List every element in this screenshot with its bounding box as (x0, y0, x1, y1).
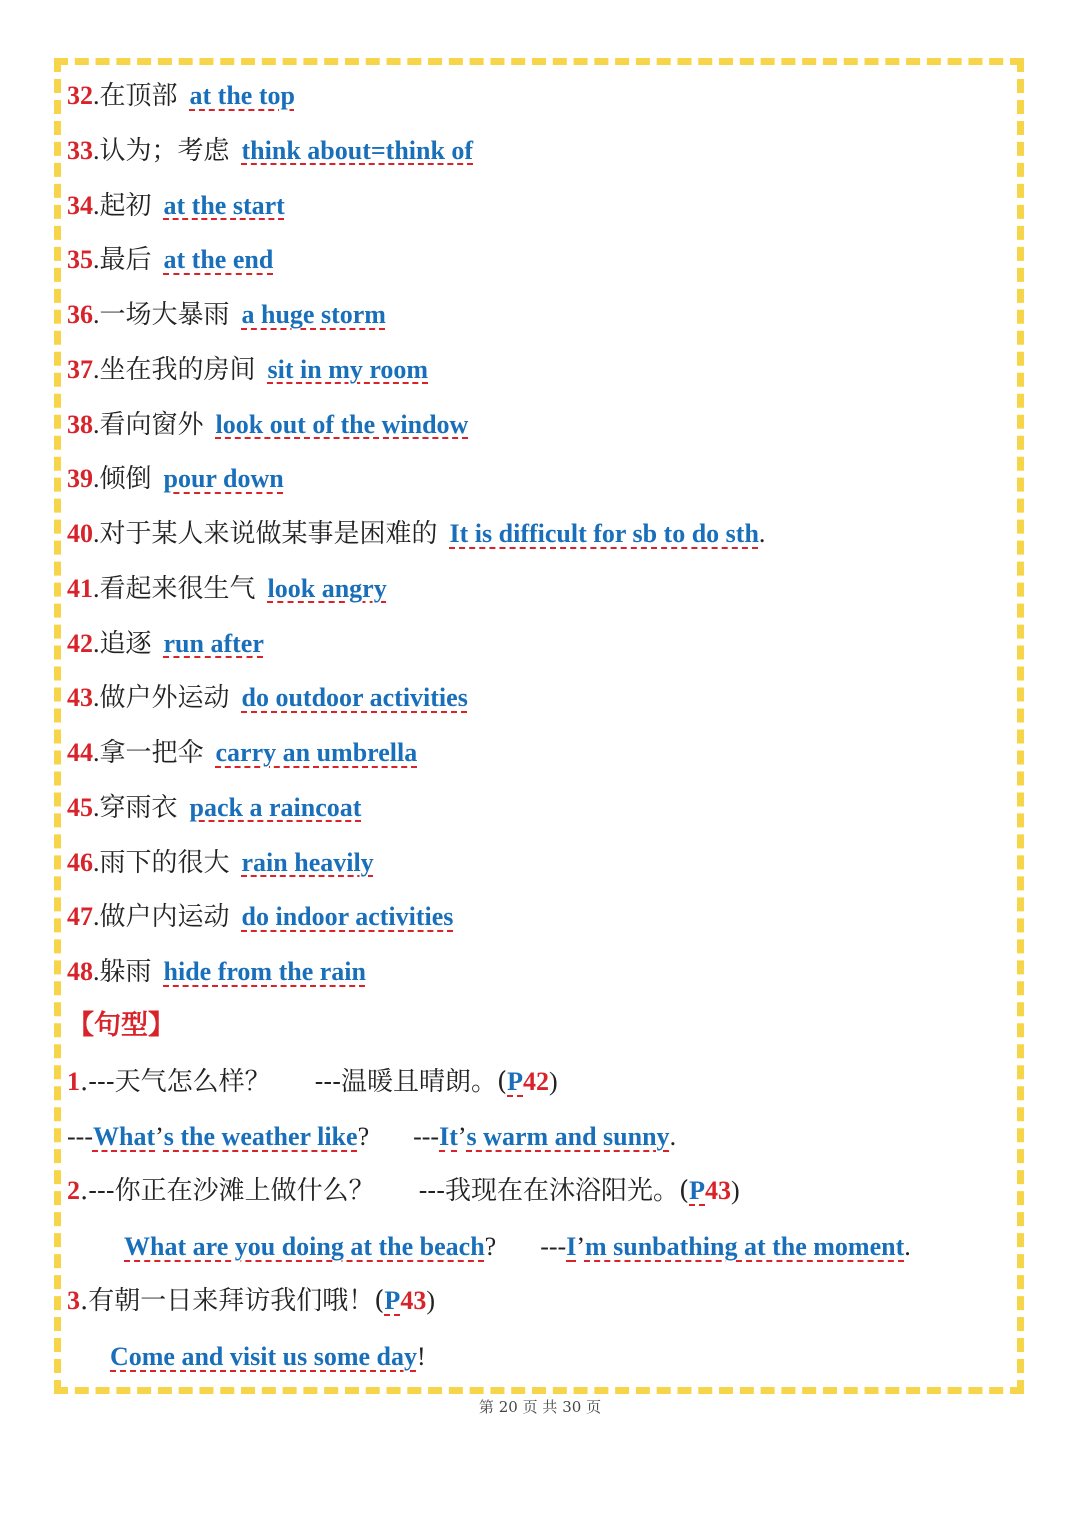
phrase-english: think about=think of (241, 135, 474, 165)
phrase-number: 42 (67, 628, 93, 658)
phrase-number: 33 (67, 135, 93, 165)
phrase-item: 45.穿雨衣 pack a raincoat (67, 792, 362, 823)
page-ref-p: P (507, 1067, 524, 1096)
phrase-english: pack a raincoat (189, 792, 362, 822)
phrase-chinese: 最后 (99, 245, 152, 276)
phrase-number: 48 (67, 957, 93, 986)
phrase-english: hide from the rain (163, 957, 366, 986)
phrase-english: pour down (163, 464, 284, 494)
phrase-chinese: 坐在我的房间 (99, 354, 256, 385)
phrase-english: look angry (267, 573, 387, 603)
phrase-item: 37.坐在我的房间 sit in my room (67, 354, 429, 385)
phrase-number: 46 (67, 847, 93, 877)
phrase-number: 43 (67, 683, 93, 713)
phrase-number: 36 (67, 300, 93, 329)
phrase-number: 34 (67, 190, 93, 220)
sentence-3-chinese: 3.有朝一日来拜访我们哦！(P43) (67, 1286, 435, 1316)
phrase-item: 33.认为；考虑 think about=think of (67, 135, 474, 166)
phrase-chinese: 追逐 (99, 628, 152, 659)
phrase-english: run after (163, 628, 264, 658)
phrase-chinese: 在顶部 (99, 81, 178, 111)
phrase-item: 46.雨下的很大 rain heavily (67, 847, 374, 878)
phrase-item: 44.拿一把伞 carry an umbrella (67, 738, 418, 768)
phrase-english: sit in my room (267, 354, 429, 384)
sentence-1-english: ---What’s the weather like? ---It’s warm and sunny. (67, 1122, 677, 1151)
phrase-number: 40 (67, 519, 93, 548)
phrase-chinese: 拿一把伞 (99, 738, 204, 768)
phrase-english: do outdoor activities (241, 683, 468, 713)
section-title: 【句型】 (67, 1010, 175, 1041)
phrase-english: do indoor activities (241, 902, 454, 932)
phrase-english: carry an umbrella (215, 738, 418, 767)
phrase-english: It is difficult for sb to do sth (449, 519, 759, 548)
phrase-number: 37 (67, 354, 93, 384)
phrase-english: look out of the window (215, 409, 469, 439)
phrase-chinese: 穿雨衣 (99, 792, 178, 823)
sentence-1-chinese: 1.---天气怎么样？ ---温暖且晴朗。(P42) (67, 1067, 558, 1097)
phrase-item: 40.对于某人来说做某事是困难的 It is difficult for sb to do sth. (67, 519, 766, 549)
phrase-item: 32.在顶部 at the top (67, 81, 295, 111)
phrase-number: 39 (67, 464, 93, 494)
phrase-english: at the top (189, 81, 295, 110)
phrase-chinese: 一场大暴雨 (99, 300, 230, 330)
sentence-2-chinese: 2.---你正在沙滩上做什么？ ---我现在在沐浴阳光。(P43) (67, 1176, 740, 1206)
phrase-english: at the start (163, 190, 285, 220)
section-heading (67, 1006, 175, 1046)
sentence-number: 3 (67, 1286, 80, 1315)
phrase-number: 38 (67, 409, 93, 439)
sentence-question-cn: .---天气怎么样？ (80, 1067, 271, 1097)
page-ref-number: 42 (523, 1067, 550, 1096)
phrase-item: 41.看起来很生气 look angry (67, 573, 387, 604)
phrase-chinese: 看起来很生气 (99, 573, 256, 604)
sentence-number: 1 (67, 1067, 80, 1096)
sentence-2-english: What are you doing at the beach? ---I’m sunbathing at the moment. (124, 1232, 911, 1261)
phrase-item: 47.做户内运动 do indoor activities (67, 902, 454, 933)
phrase-item: 48.躲雨 hide from the rain (67, 957, 366, 987)
phrase-item: 35.最后 at the end (67, 245, 274, 276)
phrase-number: 45 (67, 792, 93, 822)
phrase-chinese: 雨下的很大 (99, 847, 230, 878)
phrase-chinese: 起初 (99, 190, 152, 221)
phrase-english: rain heavily (241, 847, 374, 877)
phrase-chinese: 做户内运动 (99, 902, 230, 933)
phrase-item: 36.一场大暴雨 a huge storm (67, 300, 386, 330)
phrase-number: 44 (67, 738, 93, 767)
phrase-chinese: 对于某人来说做某事是困难的 (99, 519, 438, 549)
phrase-number: 32 (67, 81, 93, 110)
phrase-item: 39.倾倒 pour down (67, 464, 284, 495)
phrase-chinese: 认为；考虑 (99, 135, 230, 166)
page-footer: 第 20 页 共 30 页 (478, 1398, 602, 1416)
phrase-item: 34.起初 at the start (67, 190, 285, 221)
sentence-3-english: Come and visit us some day! (110, 1342, 426, 1371)
sentence-number: 2 (67, 1176, 80, 1205)
phrase-chinese: 倾倒 (99, 464, 152, 495)
phrase-number: 35 (67, 245, 93, 275)
phrase-english: a huge storm (241, 300, 386, 329)
phrase-english: at the end (163, 245, 274, 275)
phrase-number: 47 (67, 902, 93, 932)
phrase-item: 43.做户外运动 do outdoor activities (67, 683, 468, 714)
phrase-chinese: 躲雨 (99, 957, 152, 987)
phrase-number: 41 (67, 573, 93, 603)
phrase-item: 42.追逐 run after (67, 628, 264, 659)
phrase-chinese: 看向窗外 (99, 409, 204, 440)
phrase-item: 38.看向窗外 look out of the window (67, 409, 469, 440)
sentence-answer-cn: ---温暖且晴朗。( (314, 1067, 508, 1097)
phrase-chinese: 做户外运动 (99, 683, 230, 714)
